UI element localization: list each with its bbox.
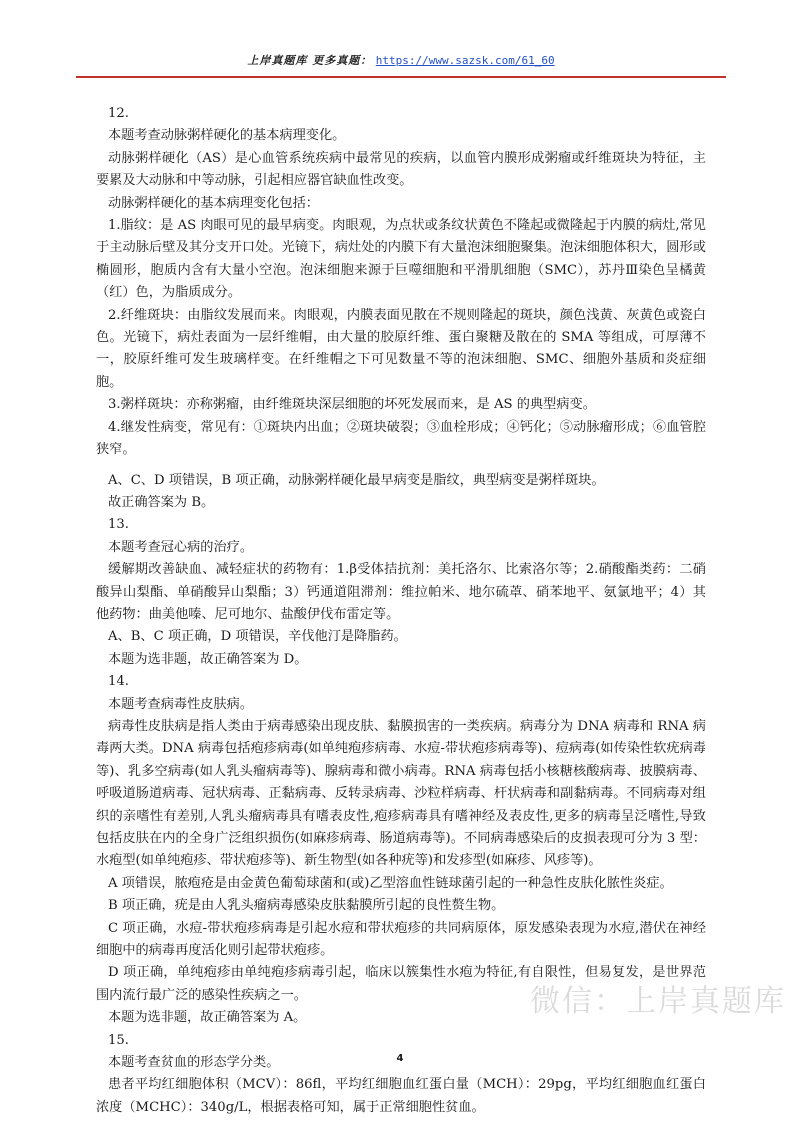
- paragraph: 本题考查动脉粥样硬化的基本病理变化。: [108, 128, 346, 144]
- answer-line: 本题为选非题，故正确答案为 D。: [108, 651, 308, 667]
- header-link[interactable]: https://www.sazsk.com/61_60: [375, 54, 555, 67]
- paragraph: 缓解期改善缺血、减轻症状的药物有：1.β受体拮抗剂：美托洛尔、比索洛尔等；2.硝酸酯类药：二硝酸异山梨酯、单硝酸异山梨酯；3）钙通道阻滞剂：维拉帕米、地尔硫䓬、硝苯地平、氨氯地平；4）其他药物：曲美他嗪、尼可地尔、盐酸伊伐布雷定等。: [96, 562, 706, 622]
- paragraph: 动脉粥样硬化的基本病理变化包括：: [108, 195, 319, 211]
- paragraph: 病毒性皮肤病是指人类由于病毒感染出现皮肤、黏膜损害的一类疾病。病毒分为 DNA 病毒和 RNA 病毒两大类。DNA 病毒包括疱疹病毒(如单纯疱疹病毒、水痘-带状疱疹病毒等)、痘病毒(如传染性软疣病毒等)、乳多空病毒(如人乳头瘤病毒等)、腺病毒和微小病毒。RNA 病毒包括小核糖核酸病毒、披膜病毒、呼吸道肠道病毒、冠状病毒、正黏病毒、反转录病毒、沙粒样病毒、杆状病毒和副黏病毒。不同病毒对组织的亲嗜性有差别,人乳头瘤病毒具有嗜表皮性,疱疹病毒具有嗜神经及表皮性,更多的病毒呈泛嗜性,导致包括皮肤在内的全身广泛组织损伤(如麻疹病毒、肠道病毒等)。不同病毒感染后的皮损表现可分为 3 型：水疱型(如单纯疱疹、带状疱疹等)、新生物型(如各种疣等)和发疹型(如麻疹、风疹等)。: [96, 718, 706, 869]
- paragraph: 4.继发性病变，常见有：①斑块内出血；②斑块破裂；③血栓形成；④钙化；⑤动脉瘤形成；⑥血管腔狭窄。: [96, 419, 706, 458]
- paragraph: 本题考查病毒性皮肤病。: [108, 696, 254, 712]
- paragraph: 2.纤维斑块：由脂纹发展而来。肉眼观，内膜表面见散在不规则隆起的斑块，颜色浅黄、灰黄色或瓷白色。光镜下，病灶表面为一层纤维帽，由大量的胶原纤维、蛋白聚糖及散在的 SMA 等组成，可厚薄不一，胶原纤维可发生玻璃样变。在纤维帽之下可见数量不等的泡沫细胞、SMC、细胞外基质和炎症细胞。: [96, 307, 706, 390]
- document-body: [96, 103, 706, 1119]
- paragraph: 患者平均红细胞体积（MCV）：86fl，平均红细胞血红蛋白量（MCH）：29pg，平均红细胞血红蛋白浓度（MCHC）：340g/L，根据表格可知，属于正常细胞性贫血。: [96, 1077, 706, 1115]
- question-number: 13.: [108, 517, 129, 533]
- paragraph: 本题考查冠心病的治疗。: [108, 539, 254, 555]
- watermark: 微信：上岸真题库: [530, 984, 786, 1019]
- paragraph: A、C、D 项错误，B 项正确，动脉粥样硬化最早病变是脂纹，典型病变是粥样斑块。: [108, 472, 605, 488]
- paragraph: B 项正确，疣是由人乳头瘤病毒感染皮肤黏膜所引起的良性赘生物。: [108, 898, 505, 914]
- page-number: 4: [396, 1053, 404, 1064]
- paragraph: 1.脂纹：是 AS 肉眼可见的最早病变。肉眼观，为点状或条纹状黄色不隆起或微隆起于内膜的病灶,常见于主动脉后壁及其分支开口处。光镜下，病灶处的内膜下有大量泡沫细胞聚集。泡沫细胞体积大，圆形或椭圆形，胞质内含有大量小空泡。泡沫细胞来源于巨噬细胞和平滑肌细胞（SMC），苏丹Ⅲ染色呈橘黄（红）色，为脂质成分。: [96, 218, 706, 301]
- question-number: 14.: [108, 674, 129, 690]
- answer-line: 故正确答案为 B。: [108, 494, 215, 510]
- question-number: 12.: [108, 106, 129, 121]
- question-number: 15.: [108, 1032, 129, 1048]
- page-header: [76, 50, 726, 78]
- paragraph: A、B、C 项正确，D 项错误，辛伐他汀是降脂药。: [108, 629, 407, 645]
- paragraph: D 项正确，单纯疱疹由单纯疱疹病毒引起，临床以簇集性水疱为特征,有自限性，但易复发，是世界范围内流行最广泛的感染性疾病之一。: [96, 965, 706, 1003]
- header-label: 上岸真题库 更多真题：: [247, 54, 373, 67]
- paragraph: A 项错误，脓疱疮是由金黄色葡萄球菌和(或)乙型溶血性链球菌引起的一种急性皮肤化脓性炎症。: [108, 875, 673, 891]
- paragraph: C 项正确，水痘-带状疱疹病毒是引起水痘和带状疱疹的共同病原体，原发感染表现为水痘,潜伏在神经细胞中的病毒再度活化则引起带状疱疹。: [96, 920, 706, 959]
- paragraph: 动脉粥样硬化（AS）是心血管系统疾病中最常见的疾病，以血管内膜形成粥瘤或纤维斑块为特征，主要累及大动脉和中等动脉，引起相应器官缺血性改变。: [96, 150, 706, 189]
- paragraph: 本题考查贫血的形态学分类。: [108, 1055, 280, 1071]
- paragraph: 3.粥样斑块：亦称粥瘤，由纤维斑块深层细胞的坏死发展而来，是 AS 的典型病变。: [108, 397, 596, 413]
- answer-line: 本题为选非题，故正确答案为 A。: [108, 1010, 307, 1026]
